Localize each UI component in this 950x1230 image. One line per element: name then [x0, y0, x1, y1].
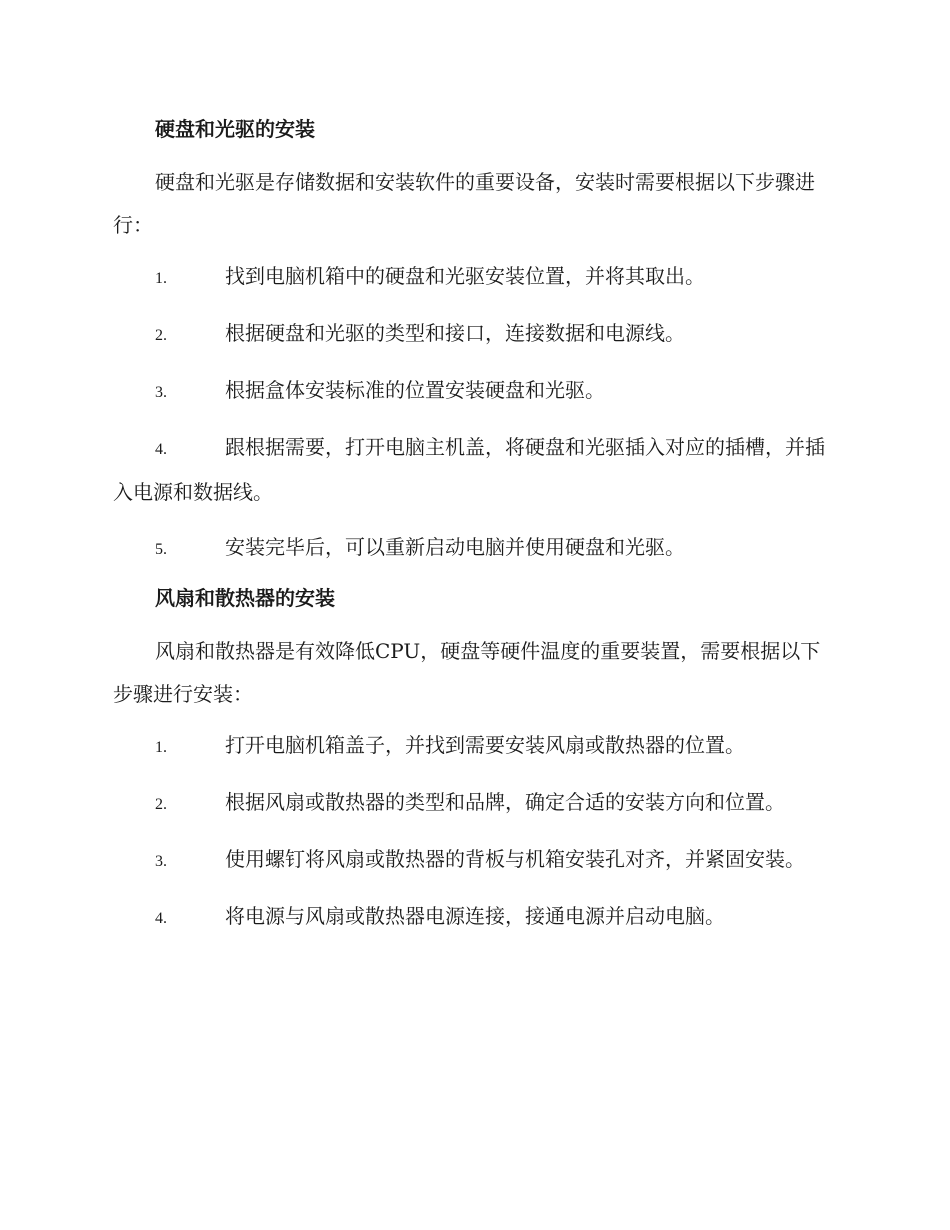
list-item	[113, 838, 834, 883]
section-drive-install	[113, 114, 834, 571]
list-item-text: 找到电脑机箱中的硬盘和光驱安装位置，并将其取出。	[225, 264, 705, 288]
list-item-number: 2.	[155, 327, 167, 344]
list-item	[113, 781, 834, 826]
section-fan-install	[113, 583, 834, 940]
list-item-number: 2.	[155, 796, 167, 813]
section-intro: 风扇和散热器是有效降低CPU，硬盘等硬件温度的重要装置，需要根据以下步骤进行安装：	[113, 639, 821, 706]
list-item	[113, 526, 834, 571]
list-item-text: 跟根据需要，打开电脑主机盖，将硬盘和光驱插入对应的插槽，并插入电源和数据线。	[113, 435, 825, 504]
list-item-number: 3.	[155, 853, 167, 870]
list-item-number: 1.	[155, 739, 167, 756]
list-item-text: 使用螺钉将风扇或散热器的背板与机箱安装孔对齐，并紧固安装。	[225, 847, 805, 871]
list-item	[113, 426, 834, 514]
list-item-number: 4.	[155, 910, 167, 927]
list-item	[113, 255, 834, 300]
list-item-text: 打开电脑机箱盖子，并找到需要安装风扇或散热器的位置。	[225, 733, 745, 757]
list-item-number: 1.	[155, 270, 167, 287]
list-item	[113, 724, 834, 769]
list-item-text: 根据盒体安装标准的位置安装硬盘和光驱。	[225, 378, 605, 402]
list-item-text: 将电源与风扇或散热器电源连接，接通电源并启动电脑。	[225, 904, 725, 928]
section-heading: 硬盘和光驱的安装	[155, 117, 315, 141]
list-item-number: 3.	[155, 384, 167, 401]
section-intro: 硬盘和光驱是存储数据和安装软件的重要设备，安装时需要根据以下步骤进行：	[113, 170, 815, 237]
section-heading: 风扇和散热器的安装	[155, 586, 335, 610]
list-item	[113, 895, 834, 940]
list-item-number: 5.	[155, 541, 167, 558]
list-item-text: 根据硬盘和光驱的类型和接口，连接数据和电源线。	[225, 321, 685, 345]
list-item	[113, 369, 834, 414]
list-item-number: 4.	[155, 441, 167, 458]
list-item-text: 根据风扇或散热器的类型和品牌，确定合适的安装方向和位置。	[225, 790, 785, 814]
list-item	[113, 312, 834, 357]
list-item-text: 安装完毕后，可以重新启动电脑并使用硬盘和光驱。	[225, 535, 685, 559]
